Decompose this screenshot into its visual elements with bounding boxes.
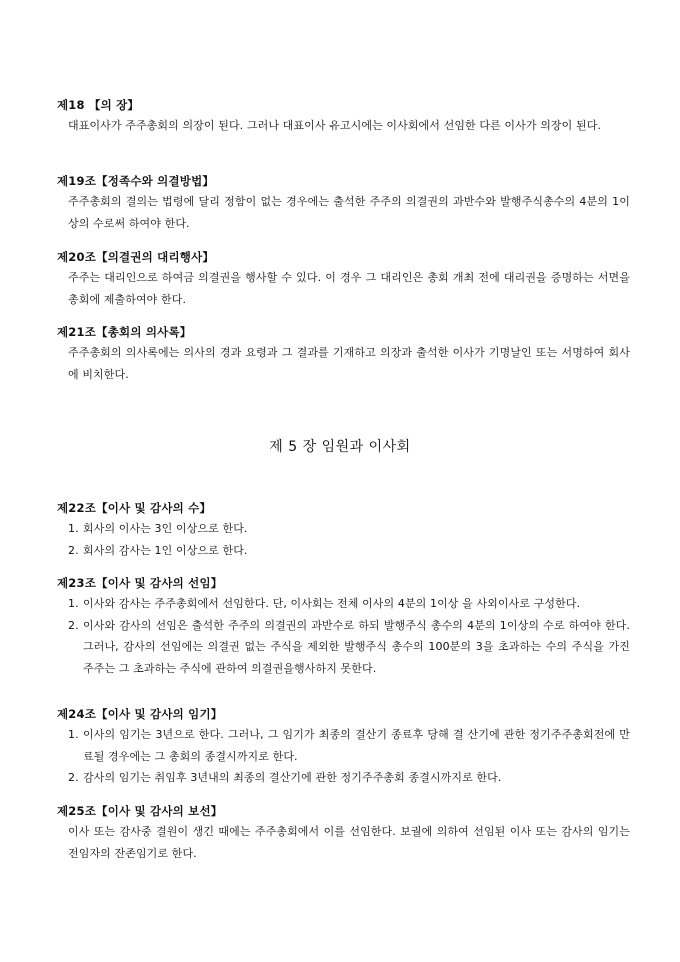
article-heading: 제23조【이사 및 감사의 선임】 bbox=[57, 576, 223, 590]
item-text: 회사의 감사는 1인 이상으로 한다. bbox=[83, 543, 248, 557]
article-heading: 제18 【의 장】 bbox=[57, 98, 140, 112]
article-items bbox=[57, 724, 630, 789]
list-item bbox=[57, 540, 630, 562]
article-18 bbox=[57, 96, 630, 137]
article-19 bbox=[57, 172, 630, 234]
list-item bbox=[57, 518, 630, 540]
article-heading: 제25조【이사 및 감사의 보선】 bbox=[57, 804, 223, 818]
article-heading: 제22조【이사 및 감사의 수】 bbox=[57, 501, 212, 515]
list-item bbox=[57, 724, 630, 767]
list-item bbox=[57, 593, 630, 615]
article-body: 주주총회의 의사록에는 의사의 경과 요령과 그 결과를 기재하고 의장과 출석한 이사가 기명날인 또는 서명하여 회사에 비치한다. bbox=[68, 346, 630, 381]
article-body: 이사 또는 감사중 결원이 생긴 때에는 주주총회에서 이를 선임한다. 보궐에 의하여 선임된 이사 또는 감사의 임기는 전임자의 잔존임기로 한다. bbox=[68, 825, 630, 860]
article-items bbox=[57, 593, 630, 679]
list-item bbox=[57, 767, 630, 789]
item-text: 회사의 이사는 3인 이상으로 한다. bbox=[83, 522, 248, 535]
item-number: 2. bbox=[68, 543, 79, 557]
article-items bbox=[57, 518, 630, 561]
item-number: 1. bbox=[68, 522, 79, 535]
article-heading: 제24조【이사 및 감사의 임기】 bbox=[57, 707, 223, 721]
item-text: 이사와 감사의 선임은 출석한 주주의 의결권의 과반수로 하되 발행주식 총수의 4분의 1이상의 수로 하여야 한다. 그러나, 감사의 선임에는 의결권 없는 주식을 제외한 발행주식 총수의 100분의 3을 초과하는 수의 주식을 가진 주주는 그 초과하는 주식에 관하여 의결권을행사하지 못한다. bbox=[83, 618, 630, 675]
item-number: 2. bbox=[68, 771, 79, 784]
list-item bbox=[57, 615, 630, 680]
chapter-title: 제 5 장 임원과 이사회 bbox=[269, 439, 411, 455]
article-heading: 제19조【정족수와 의결방법】 bbox=[57, 174, 215, 188]
article-24 bbox=[57, 705, 630, 789]
article-25 bbox=[57, 802, 630, 864]
article-heading: 제21조【총회의 의사록】 bbox=[57, 325, 192, 339]
article-22 bbox=[57, 499, 630, 561]
article-heading: 제20조【의결권의 대리행사】 bbox=[57, 250, 215, 264]
item-number: 1. bbox=[68, 728, 79, 741]
article-body: 주주는 대리인으로 하여금 의결권을 행사할 수 있다. 이 경우 그 대리인은 총회 개최 전에 대리권을 증명하는 서면을 총회에 제출하여야 한다. bbox=[68, 271, 630, 306]
item-text: 감사의 임기는 취임후 3년내의 최종의 결산기에 관한 정기주주총회 종결시까지로 한다. bbox=[83, 771, 502, 784]
article-20 bbox=[57, 248, 630, 310]
article-23 bbox=[57, 574, 630, 679]
item-number: 1. bbox=[68, 597, 79, 610]
article-21 bbox=[57, 323, 630, 385]
item-text: 이사의 임기는 3년으로 한다. 그러나, 그 임기가 최종의 결산기 종료후 당해 결 산기에 관한 정기주주총회전에 만료될 경우에는 그 총회의 종결시까지로 한다. bbox=[83, 728, 630, 763]
item-text: 이사와 감사는 주주총회에서 선임한다. 단, 이사회는 전체 이사의 4분의 1이상 을 사외이사로 구성한다. bbox=[83, 597, 581, 610]
article-body: 대표이사가 주주총회의 의장이 된다. 그러나 대표이사 유고시에는 이사회에서 선임한 다른 이사가 의장이 된다. bbox=[68, 119, 602, 132]
item-number: 2. bbox=[68, 618, 79, 632]
article-body: 주주총회의 결의는 법령에 달리 정함이 없는 경우에는 출석한 주주의 의결권의 과반수와 발행주식총수의 4분의 1이상의 수로써 하여야 한다. bbox=[68, 195, 630, 230]
